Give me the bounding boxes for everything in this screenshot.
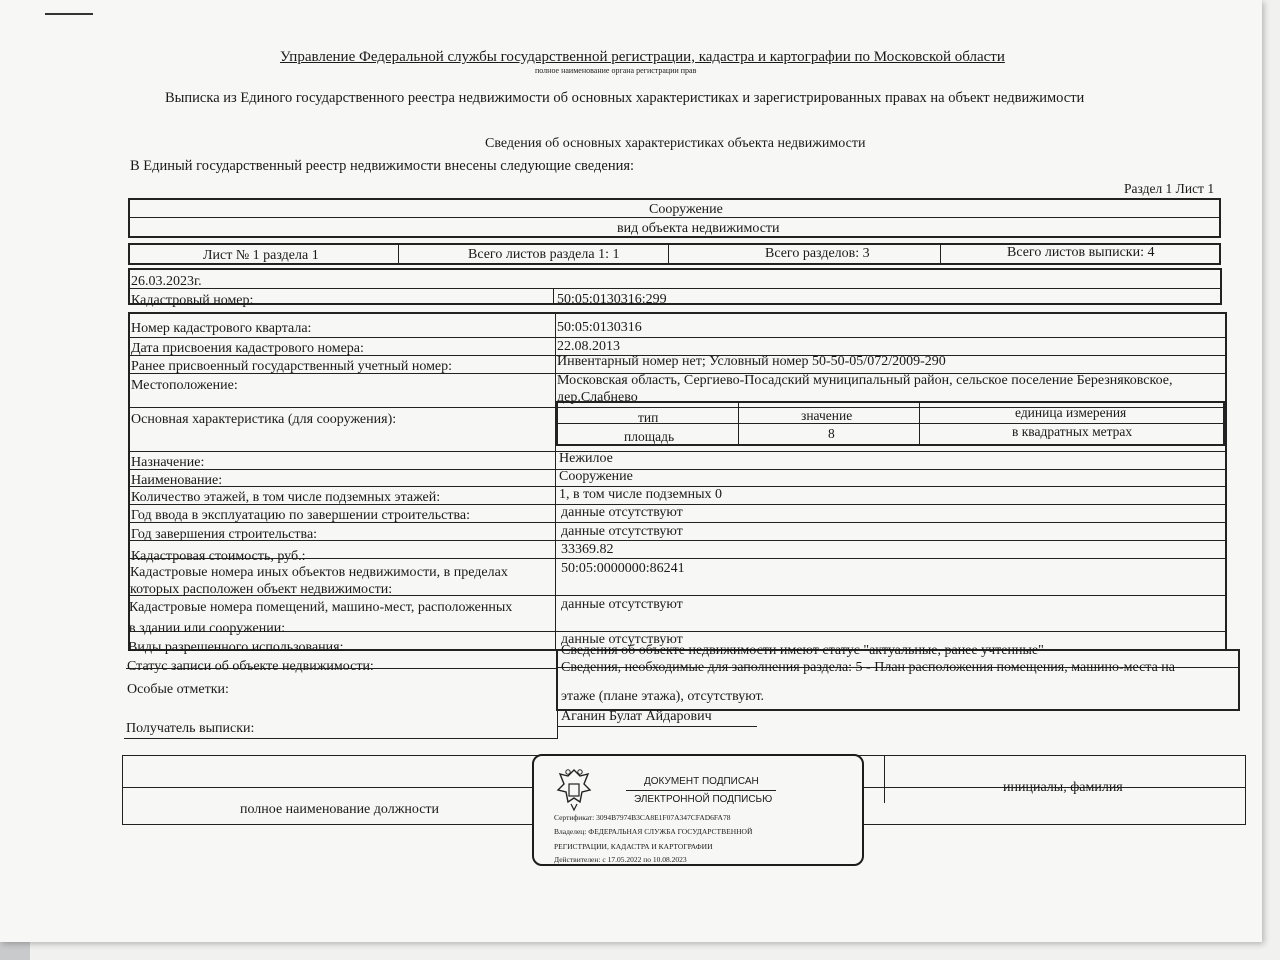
special-notes-label: Особые отметки:: [127, 682, 229, 697]
punch-mark: [45, 13, 93, 15]
recipient-label: Получатель выписки:: [126, 721, 255, 736]
quarter-label: Номер кадастрового квартала:: [131, 321, 312, 336]
other-objects-label-line1: Кадастровые номера иных объектов недвижимости, в пределах: [130, 565, 508, 580]
object-kind-value: Сооружение: [649, 202, 723, 217]
stamp-line2: ЭЛЕКТРОННОЙ ПОДПИСЬЮ: [634, 794, 773, 805]
assign-date-label: Дата присвоения кадастрового номера:: [131, 341, 364, 356]
other-objects-value: 50:05:0000000:86241: [561, 561, 685, 576]
divider: [555, 313, 556, 650]
record-status-value: Сведения об объекте недвижимости имеют статус "актуальные, ранее учтенные": [561, 643, 1044, 658]
record-status-label: Статус записи об объекте недвижимости:: [127, 659, 374, 674]
purpose-value: Нежилое: [559, 451, 613, 466]
coat-of-arms-icon: [554, 766, 594, 817]
sheet-number: Лист № 1 раздела 1: [203, 248, 319, 263]
divider: [668, 244, 669, 264]
location-value-line1: Московская область, Сергиево-Посадский муниципальный район, сельское поселение Березняковское,: [557, 373, 1173, 388]
purpose-label: Назначение:: [131, 455, 205, 470]
permitted-use-label: Виды разрешенного использования:: [128, 640, 344, 655]
name-caption: инициалы, фамилия: [1003, 780, 1123, 795]
floors-label: Количество этажей, в том числе подземных этажей:: [131, 490, 441, 505]
premises-label-line2: в здании или сооружении:: [129, 621, 286, 636]
completion-year-label: Год завершения строительства:: [131, 527, 318, 542]
divider: [884, 756, 885, 803]
commission-year-value: данные отсутствуют: [561, 505, 683, 520]
cost-label: Кадастровая стоимость, руб.:: [131, 549, 306, 564]
divider: [129, 337, 1226, 338]
commission-year-label: Год ввода в эксплуатацию по завершении строительства:: [131, 508, 471, 523]
page-reference: Раздел 1 Лист 1: [1124, 181, 1215, 196]
divider: [398, 244, 399, 264]
main-char-label: Основная характеристика (для сооружения):: [131, 412, 397, 427]
registration-authority: Управление Федеральной службы государственной регистрации, кадастра и картографии по Московской области: [280, 49, 1005, 65]
divider: [557, 726, 757, 727]
premises-value: данные отсутствуют: [561, 597, 683, 612]
divider: [129, 451, 1226, 452]
other-objects-label-line2: которых расположен объект недвижимости:: [130, 582, 393, 597]
divider: [557, 711, 558, 738]
position-caption: полное наименование должности: [240, 802, 440, 817]
prev-number-value: Инвентарный номер нет; Условный номер 50-50-05/072/2009-290: [557, 354, 946, 369]
name-label: Наименование:: [131, 473, 223, 488]
floors-value: 1, в том числе подземных 0: [559, 487, 722, 502]
main-char-unit: в квадратных метрах: [1012, 424, 1133, 439]
authority-caption: полное наименование органа регистрации прав: [535, 66, 697, 75]
permitted-use-value: данные отсутствуют: [561, 632, 683, 647]
divider: [129, 469, 1226, 470]
special-notes-value-line1: Сведения, необходимые для заполнения раздела: 5 - План расположения помещения, машино-места на: [561, 660, 1175, 675]
assign-date-value: 22.08.2013: [557, 339, 620, 354]
main-char-header-value: значение: [801, 408, 853, 423]
divider: [626, 790, 776, 791]
prev-number-label: Ранее присвоенный государственный учетный номер:: [131, 359, 453, 374]
main-char-header-type: тип: [638, 410, 659, 425]
stamp-certificate: Сертификат: 3094B7974B3CA8E1F07A347CFAD6FA78: [554, 813, 731, 822]
special-notes-value-line2: этаже (плане этажа), отсутствуют.: [561, 689, 765, 704]
section-title: Сведения об основных характеристиках объекта недвижимости: [485, 136, 866, 151]
cost-value: 33369.82: [561, 542, 614, 557]
total-sheets: Всего листов выписки: 4: [1007, 245, 1155, 260]
main-char-value: 8: [828, 426, 835, 441]
divider: [129, 288, 1221, 289]
recipient-value: Аганин Булат Айдарович: [561, 709, 712, 724]
cadastral-number-label: Кадастровый номер:: [131, 293, 254, 308]
extract-date: 26.03.2023г.: [131, 274, 202, 289]
divider: [124, 738, 558, 739]
stamp-valid: Действителен: с 17.05.2022 по 10.08.2023: [554, 855, 687, 864]
main-char-type: площадь: [624, 429, 675, 444]
stamp-line1: ДОКУМЕНТ ПОДПИСАН: [644, 776, 759, 787]
divider: [553, 289, 554, 304]
location-label: Местоположение:: [131, 378, 238, 393]
cadastral-number-value: 50:05:0130316:299: [557, 292, 667, 307]
divider: [738, 402, 739, 445]
name-value: Сооружение: [559, 469, 633, 484]
divider: [940, 244, 941, 264]
completion-year-value: данные отсутствуют: [561, 524, 683, 539]
object-kind-caption: вид объекта недвижимости: [617, 221, 780, 236]
section-sheet-count: Всего листов раздела 1: 1: [468, 247, 620, 262]
electronic-signature-stamp: [532, 754, 864, 866]
divider: [919, 402, 920, 445]
document-title: Выписка из Единого государственного реестра недвижимости об основных характеристиках и зарегистрированных правах на объект недвижимости: [165, 90, 1085, 106]
stamp-owner-line2: РЕГИСТРАЦИИ, КАДАСТРА И КАРТОГРАФИИ: [554, 842, 713, 851]
premises-label-line1: Кадастровые номера помещений, машино-мест, расположенных: [129, 600, 513, 615]
location-value-line2: дер.Слабнево: [557, 390, 638, 405]
cadastral-box: [128, 268, 1222, 305]
quarter-value: 50:05:0130316: [557, 320, 642, 335]
intro-text: В Единый государственный реестр недвижимости внесены следующие сведения:: [130, 158, 635, 174]
main-char-header-unit: единица измерения: [1015, 405, 1127, 420]
stamp-owner-line1: Владелец: ФЕДЕРАЛЬНАЯ СЛУЖБА ГОСУДАРСТВЕННОЙ: [554, 827, 753, 836]
sections-count: Всего разделов: 3: [765, 246, 870, 261]
